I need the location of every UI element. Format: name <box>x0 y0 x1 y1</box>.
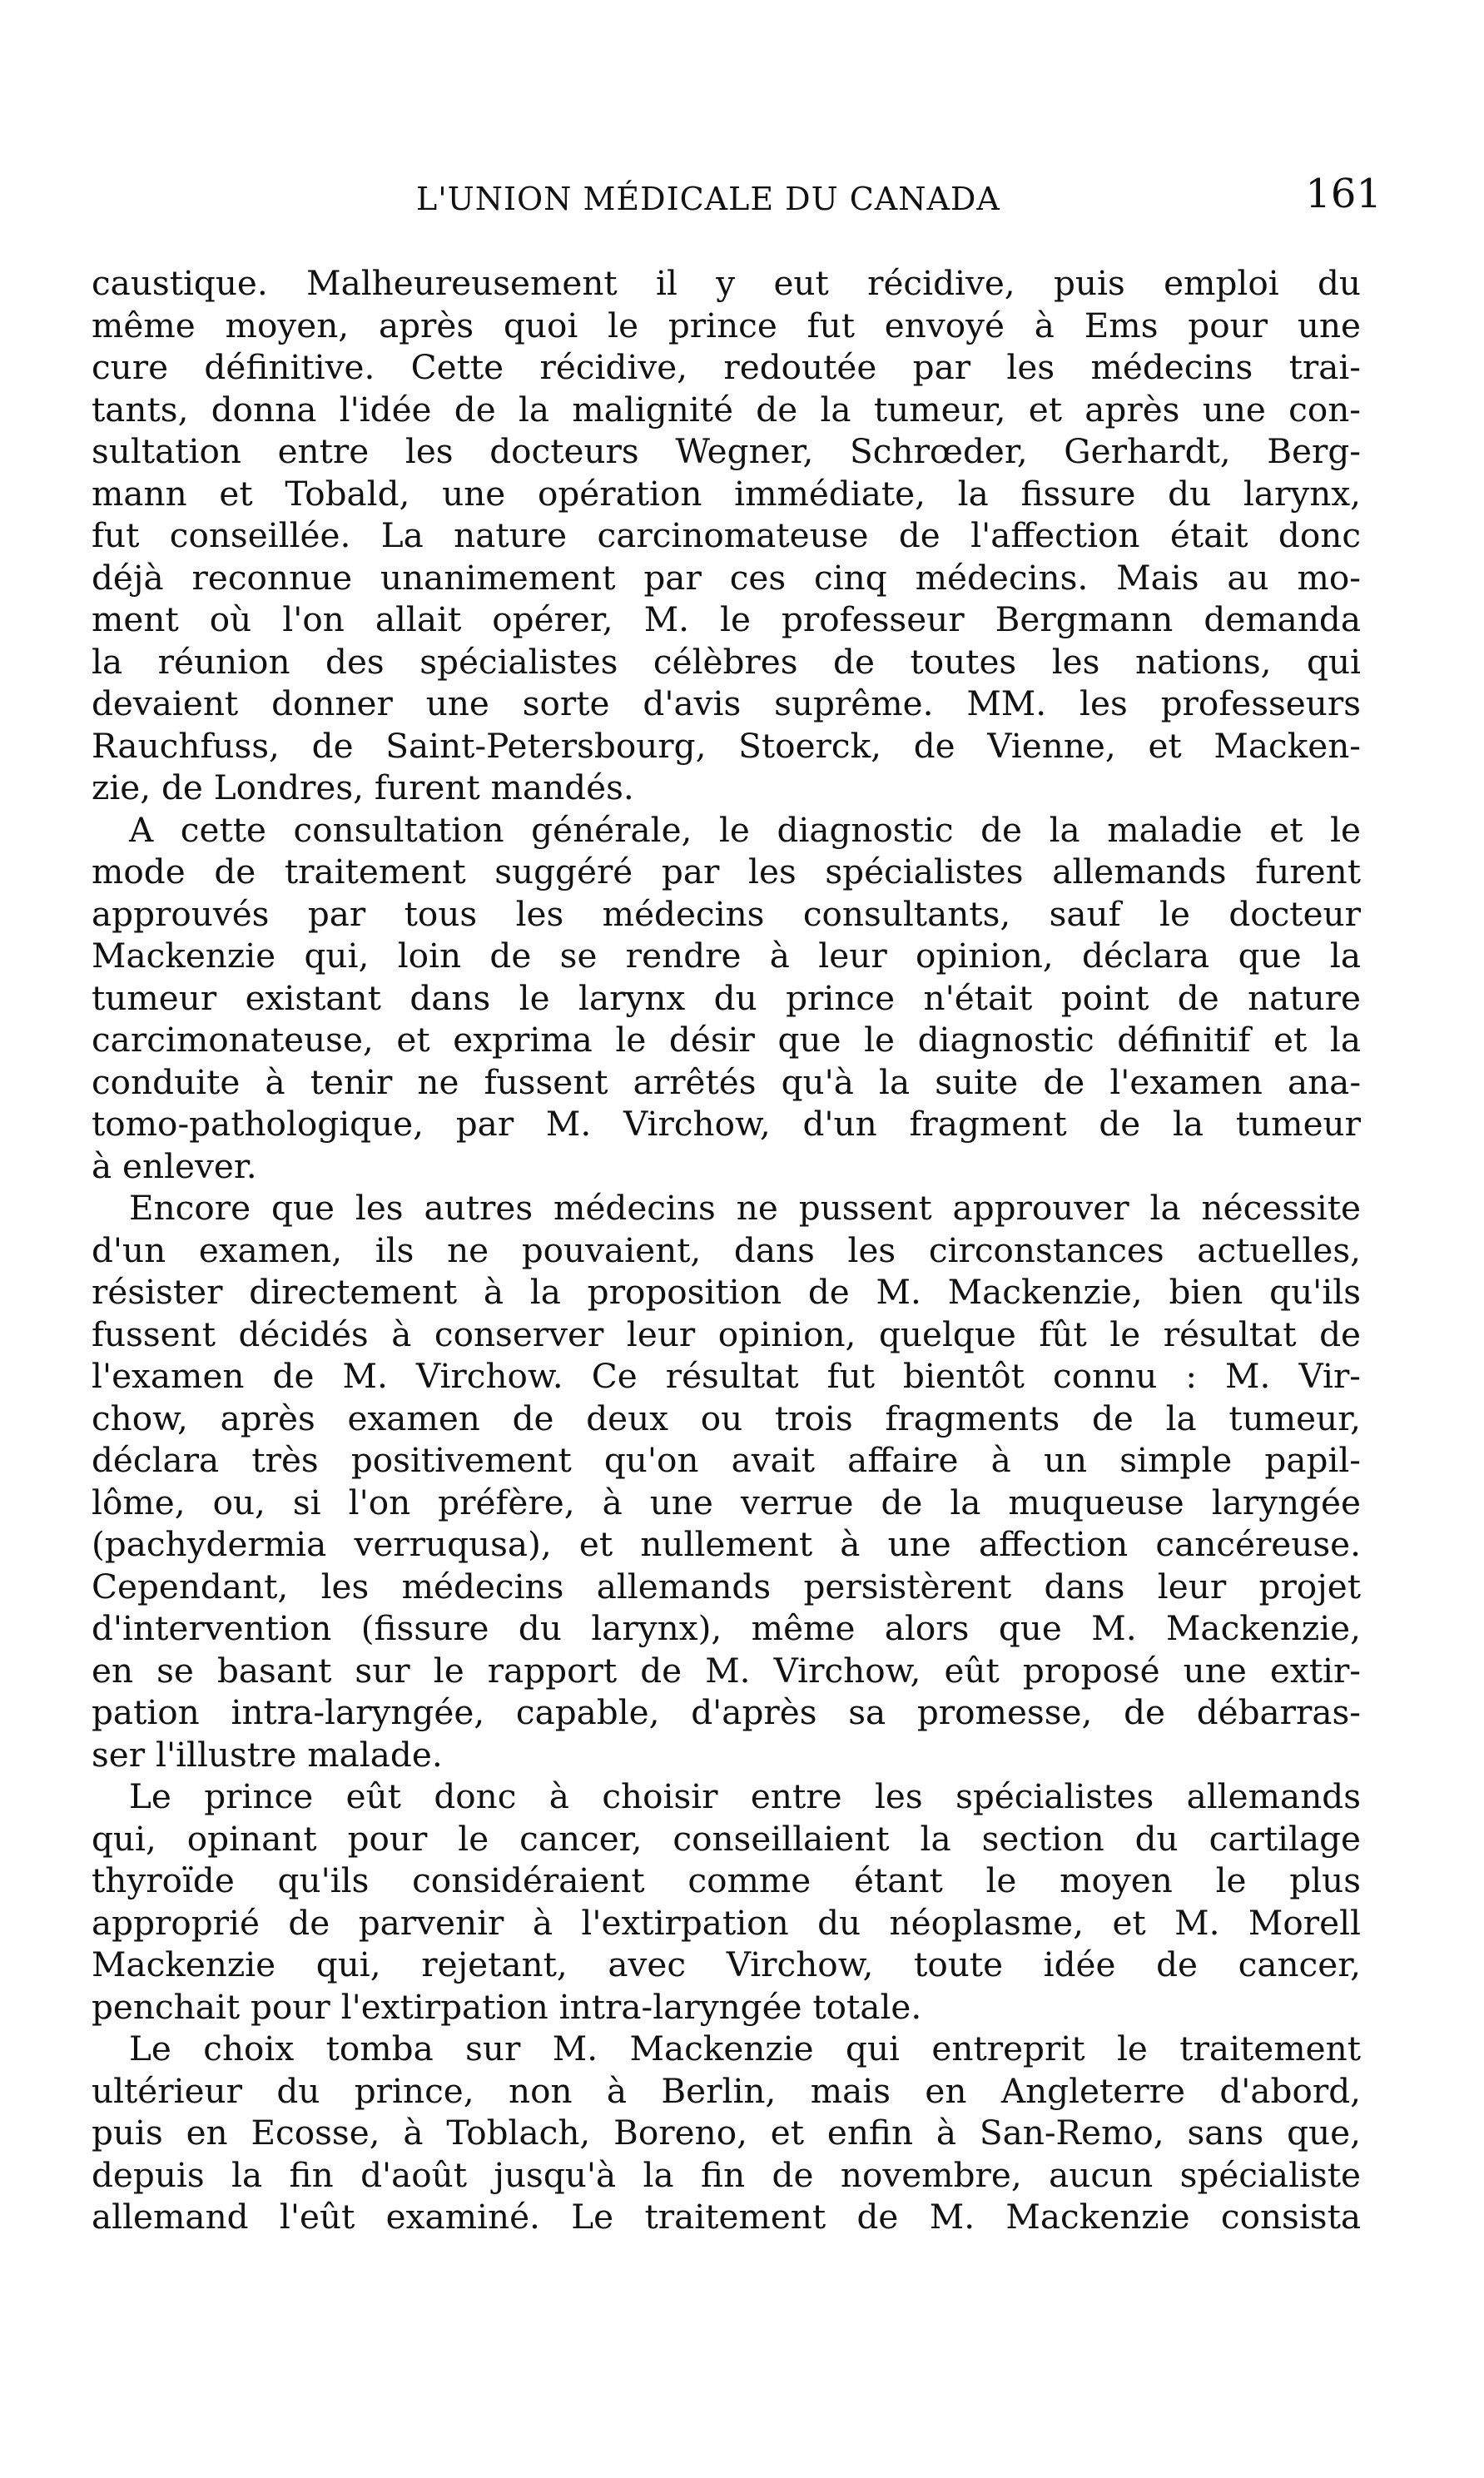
text-line: d'intervention (fissure du larynx), même alors que M. Mackenzie, <box>92 1608 1361 1648</box>
text-line: fussent décidés à conserver leur opinion, quelque fût le résultat de <box>92 1313 1361 1354</box>
text-line: sultation entre les docteurs Wegner, Schrœder, Gerhardt, Berg- <box>92 431 1361 471</box>
text-line: Le choix tomba sur M. Mackenzie qui entreprit le traitement <box>129 2029 1361 2068</box>
running-header <box>92 171 1390 229</box>
text-line: lôme, ou, si l'on préfère, à une verrue de la muqueuse laryngée <box>92 1482 1361 1522</box>
text-line: déjà reconnue unanimement par ces cinq médecins. Mais au mo- <box>92 557 1361 598</box>
running-title: L'UNION MÉDICALE DU CANADA <box>416 181 1000 217</box>
text-line: (pachydermia verruqusa), et nullement à une affection cancéreuse. <box>92 1524 1361 1564</box>
text-line: devaient donner une sorte d'avis suprême. MM. les professeurs <box>92 683 1361 723</box>
text-line: zie, de Londres, furent mandés. <box>92 767 634 807</box>
body-text <box>92 262 1361 2238</box>
text-line: Mackenzie qui, rejetant, avec Virchow, toute idée de cancer, <box>92 1944 1361 1984</box>
text-line: allemand l'eût examiné. Le traitement de M. Mackenzie consista <box>92 2197 1361 2237</box>
paragraph-5 <box>92 2028 1361 2238</box>
text-line: l'examen de M. Virchow. Ce résultat fut bientôt connu : M. Vir- <box>92 1356 1361 1396</box>
text-line: carcimonateuse, et exprima le désir que le diagnostic définitif et la <box>92 1020 1361 1060</box>
text-line: tants, donna l'idée de la malignité de la tumeur, et après une con- <box>92 389 1361 430</box>
text-line: ultérieur du prince, non à Berlin, mais en Angleterre d'abord, <box>92 2070 1361 2111</box>
text-line: la réunion des spécialistes célèbres de toutes les nations, qui <box>92 641 1361 682</box>
text-line: cure définitive. Cette récidive, redoutée par les médecins trai- <box>92 347 1361 387</box>
paragraph-3 <box>92 1187 1361 1775</box>
text-line: tomo-pathologique, par M. Virchow, d'un fragment de la tumeur <box>92 1104 1361 1144</box>
text-line: même moyen, après quoi le prince fut envoyé à Ems pour une <box>92 305 1361 345</box>
paragraph-4 <box>92 1775 1361 2028</box>
text-line: approuvés par tous les médecins consultants, sauf le docteur <box>92 893 1361 934</box>
text-line: ser l'illustre malade. <box>92 1734 443 1775</box>
text-line: approprié de parvenir à l'extirpation du néoplasme, et M. Morell <box>92 1902 1361 1943</box>
paragraph-1 <box>92 262 1361 809</box>
text-line: depuis la fin d'août jusqu'à la fin de novembre, aucun spécialiste <box>92 2154 1361 2195</box>
paragraph-2 <box>92 809 1361 1188</box>
text-line: Le prince eût donc à choisir entre les spécialistes allemands <box>129 1776 1361 1816</box>
text-line: mode de traitement suggéré par les spécialistes allemands furent <box>92 852 1361 891</box>
text-line: qui, opinant pour le cancer, conseillaient la section du cartilage <box>92 1818 1361 1859</box>
page-number: 161 <box>1305 171 1382 217</box>
text-line: en se basant sur le rapport de M. Virchow, eût proposé une extir- <box>92 1650 1361 1691</box>
text-line: pation intra-laryngée, capable, d'après sa promesse, de débarras- <box>92 1692 1361 1732</box>
text-line: déclara très positivement qu'on avait affaire à un simple papil- <box>92 1440 1361 1480</box>
text-line: chow, après examen de deux ou trois fragments de la tumeur, <box>92 1398 1361 1438</box>
text-line: Rauchfuss, de Saint-Petersbourg, Stoerck, de Vienne, et Macken- <box>92 725 1361 766</box>
text-line: fut conseillée. La nature carcinomateuse de l'affection était donc <box>92 515 1361 555</box>
text-line: A cette consultation générale, le diagnostic de la maladie et le <box>129 809 1361 850</box>
text-line: conduite à tenir ne fussent arrêtés qu'à la suite de l'examen ana- <box>92 1061 1361 1102</box>
text-line: caustique. Malheureusement il y eut récidive, puis emploi du <box>92 263 1361 303</box>
text-line: penchait pour l'extirpation intra-laryngée totale. <box>92 1986 922 2027</box>
text-line: ment où l'on allait opérer, M. le professeur Bergmann demanda <box>92 599 1361 639</box>
text-line: à enlever. <box>92 1145 257 1186</box>
text-line: Encore que les autres médecins ne pussent approuver la nécessite <box>129 1188 1361 1228</box>
text-line: thyroïde qu'ils considéraient comme étant le moyen le plus <box>92 1860 1361 1900</box>
text-line: Mackenzie qui, loin de se rendre à leur opinion, déclara que la <box>92 936 1361 976</box>
text-line: Cependant, les médecins allemands persistèrent dans leur projet <box>92 1566 1361 1606</box>
text-line: puis en Ecosse, à Toblach, Boreno, et enfin à San-Remo, sans que, <box>92 2113 1361 2153</box>
text-line: résister directement à la proposition de M. Mackenzie, bien qu'ils <box>92 1272 1361 1312</box>
text-line: d'un examen, ils ne pouvaient, dans les circonstances actuelles, <box>92 1229 1361 1270</box>
text-line: tumeur existant dans le larynx du prince n'était point de nature <box>92 977 1361 1018</box>
text-line: mann et Tobald, une opération immédiate, la fissure du larynx, <box>92 473 1361 514</box>
